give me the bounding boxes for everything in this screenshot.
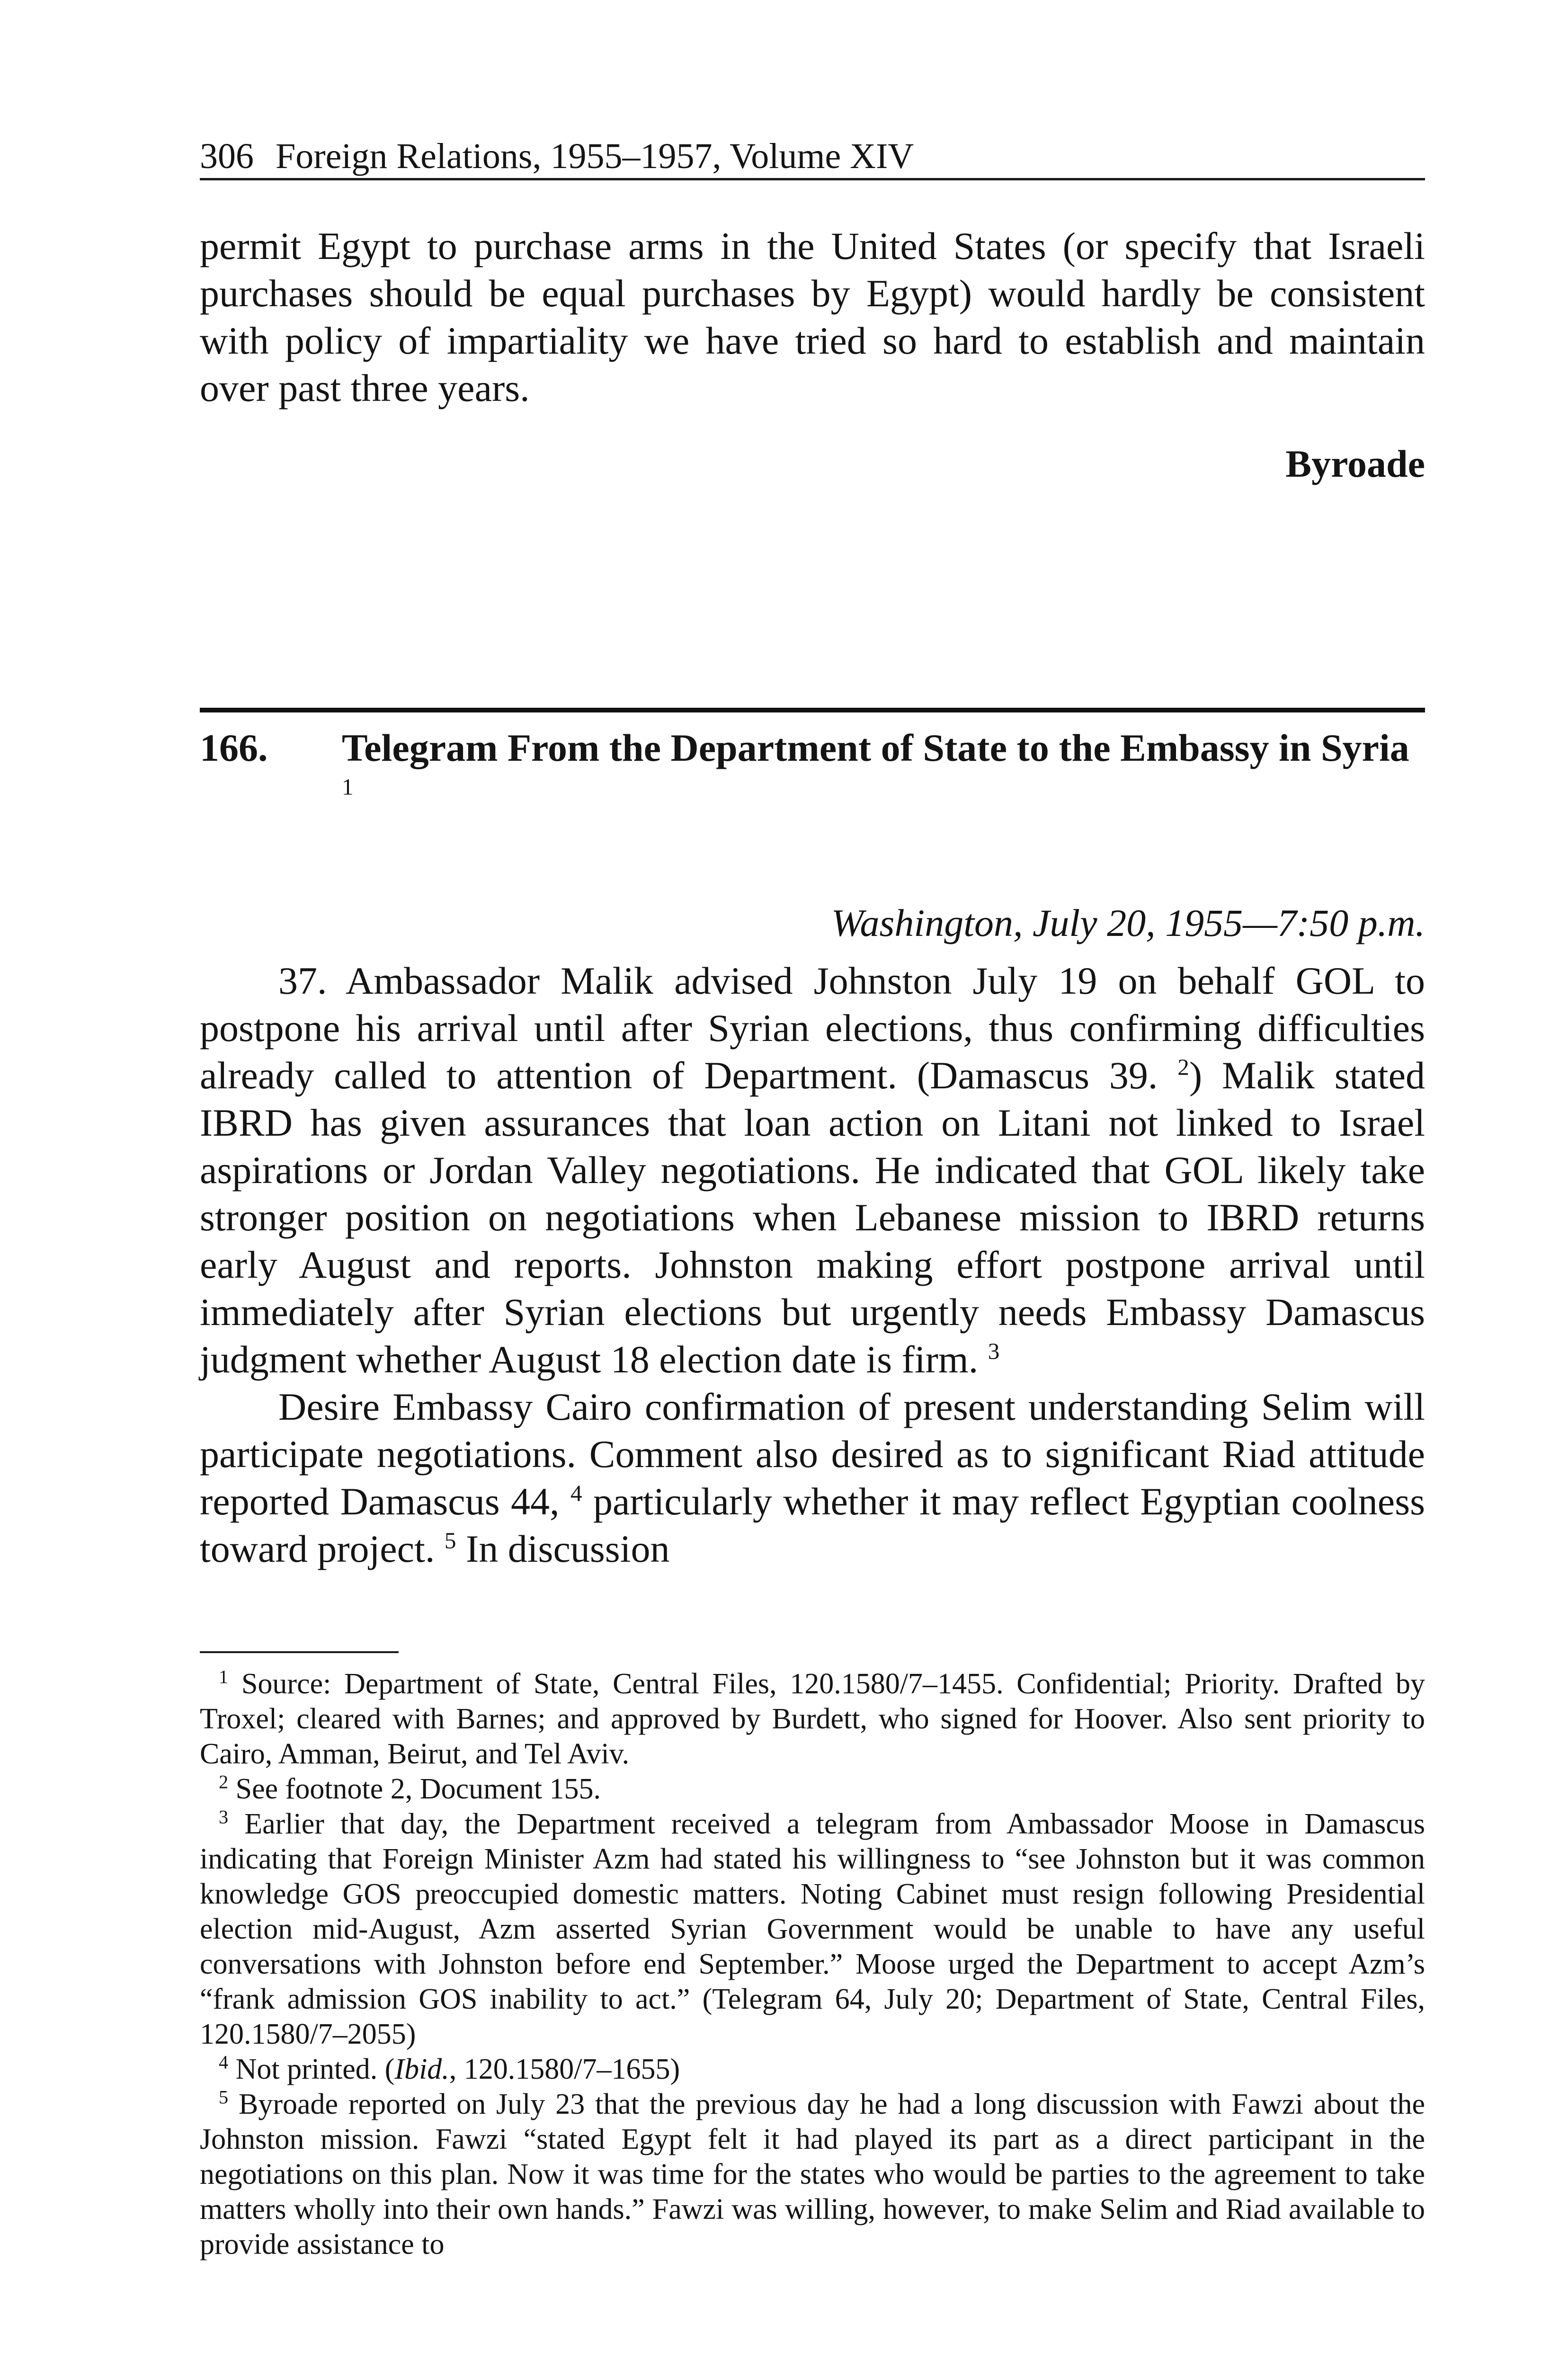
footnote-5 [200, 2087, 1425, 2262]
footnote-ref-4[interactable]: 4 [570, 1480, 582, 1506]
document-heading [200, 724, 1425, 819]
footnote-rule [200, 1651, 399, 1653]
telegram-paragraph-2 [200, 1383, 1425, 1573]
dateline: Washington, July 20, 1955—7:50 p.m. [831, 901, 1425, 944]
footnote-ref-1[interactable]: 1 [342, 774, 354, 800]
footnote-text: Byroade reported on July 23 that the previous day he had a long discussion with Fawzi about the Johnston mission. Fawzi “stated Egypt felt it had played its part as a direct participant in the negotiations on this plan. Now it was time for the states who would be parties to the agreement to take matters wholly into their own hands.” Fawzi was willing, however, to make Selim and Riad available to provide assistance to [200, 2088, 1425, 2260]
document-title [342, 724, 1425, 819]
footnote-text: Earlier that day, the Department received a telegram from Ambassador Moose in Damascus indicating that Foreign Minister Azm had stated his willingness to “see Johnston but it was common knowledge GOS preoccupied domestic matters. Noting Cabinet must resign following Presidential election mid-August, Azm asserted Syrian Government would be unable to have any useful conversations with Johnston before end September.” Moose urged the Department to accept Azm’s “frank admission GOS inability to act.” (Telegram 64, July 20; Department of State, Central Files, 120.1580/7–2055) [200, 1808, 1425, 2050]
paragraph-1-text-b: ) Malik stated IBRD has given assurances that loan action on Litani not linked to Israel aspirations or Jordan Valley negotiations. He indicated that GOL likely take stronger position on negotiations when Lebanese mission to IBRD returns early August and reports. Johnston making effort postpone arrival until immediately after Syrian elections but urgently needs Embassy Damascus judgment whether August 18 election date is firm. [200, 1054, 1425, 1381]
paragraph-2-text-b: particularly whether it may reflect Egyptian coolness toward project. [200, 1480, 1425, 1570]
footnote-ref-2[interactable]: 2 [1177, 1054, 1189, 1080]
footnote-text-pre: Not printed. ( [235, 2053, 395, 2085]
footnote-text-post: , 120.1580/7–1655) [449, 2053, 680, 2085]
paragraph-2-text-a: Desire Embassy Cairo confirmation of present understanding Selim will participate negotiations. Comment also desired as to significant Riad attitude reported Damascus 44, [200, 1385, 1425, 1523]
telegram-paragraph-1 [200, 957, 1425, 1383]
footnote-marker: 1 [219, 1666, 229, 1688]
footnote-marker: 2 [219, 1771, 229, 1793]
footnote-marker: 4 [219, 2051, 229, 2073]
footnote-1 [200, 1666, 1425, 1771]
footnote-text: Source: Department of State, Central Files, 120.1580/7–1455. Confidential; Priority. Drafted by Troxel; cleared with Barnes; and approved by Burdett, who signed for Hoover. Also sent priority to Cairo, Amman, Beirut, and Tel Aviv. [200, 1668, 1425, 1770]
carry-over-paragraph: permit Egypt to purchase arms in the United States (or specify that Israeli purchases should be equal purchases by Egypt) would hardly be consistent with policy of impartiality we have tried so hard to establish and maintain over past three years. [200, 224, 1425, 409]
previous-document-signature: Byroade [1285, 442, 1425, 485]
footnote-ref-5[interactable]: 5 [444, 1527, 456, 1554]
footnote-2 [200, 1771, 1425, 1806]
section-divider [200, 708, 1425, 712]
paragraph-2-text-c: In discussion [465, 1527, 670, 1570]
running-header [200, 133, 1425, 180]
page-number: 306 [200, 136, 254, 176]
footnote-3 [200, 1806, 1425, 2052]
volume-title: Foreign Relations, 1955–1957, Volume XIV [276, 136, 914, 176]
footnote-marker: 5 [219, 2086, 229, 2108]
telegram-body [200, 957, 1425, 1573]
footnote-text: See footnote 2, Document 155. [235, 1773, 601, 1805]
footnote-4 [200, 2052, 1425, 2087]
document-title-text: Telegram From the Department of State to the Embassy in Syria [342, 726, 1409, 769]
footnote-text-italic: Ibid. [394, 2053, 449, 2085]
header-rule [200, 178, 1425, 180]
footnotes [200, 1666, 1425, 2262]
paragraph-1-text-a: 37. Ambassador Malik advised Johnston July 19 on behalf GOL to postpone his arrival until after Syrian elections, thus confirming difficulties already called to attention of Department. (Damascus 39. [200, 959, 1425, 1097]
document-number: 166. [200, 726, 268, 769]
footnote-marker: 3 [219, 1806, 229, 1828]
footnote-ref-3[interactable]: 3 [988, 1338, 1000, 1364]
